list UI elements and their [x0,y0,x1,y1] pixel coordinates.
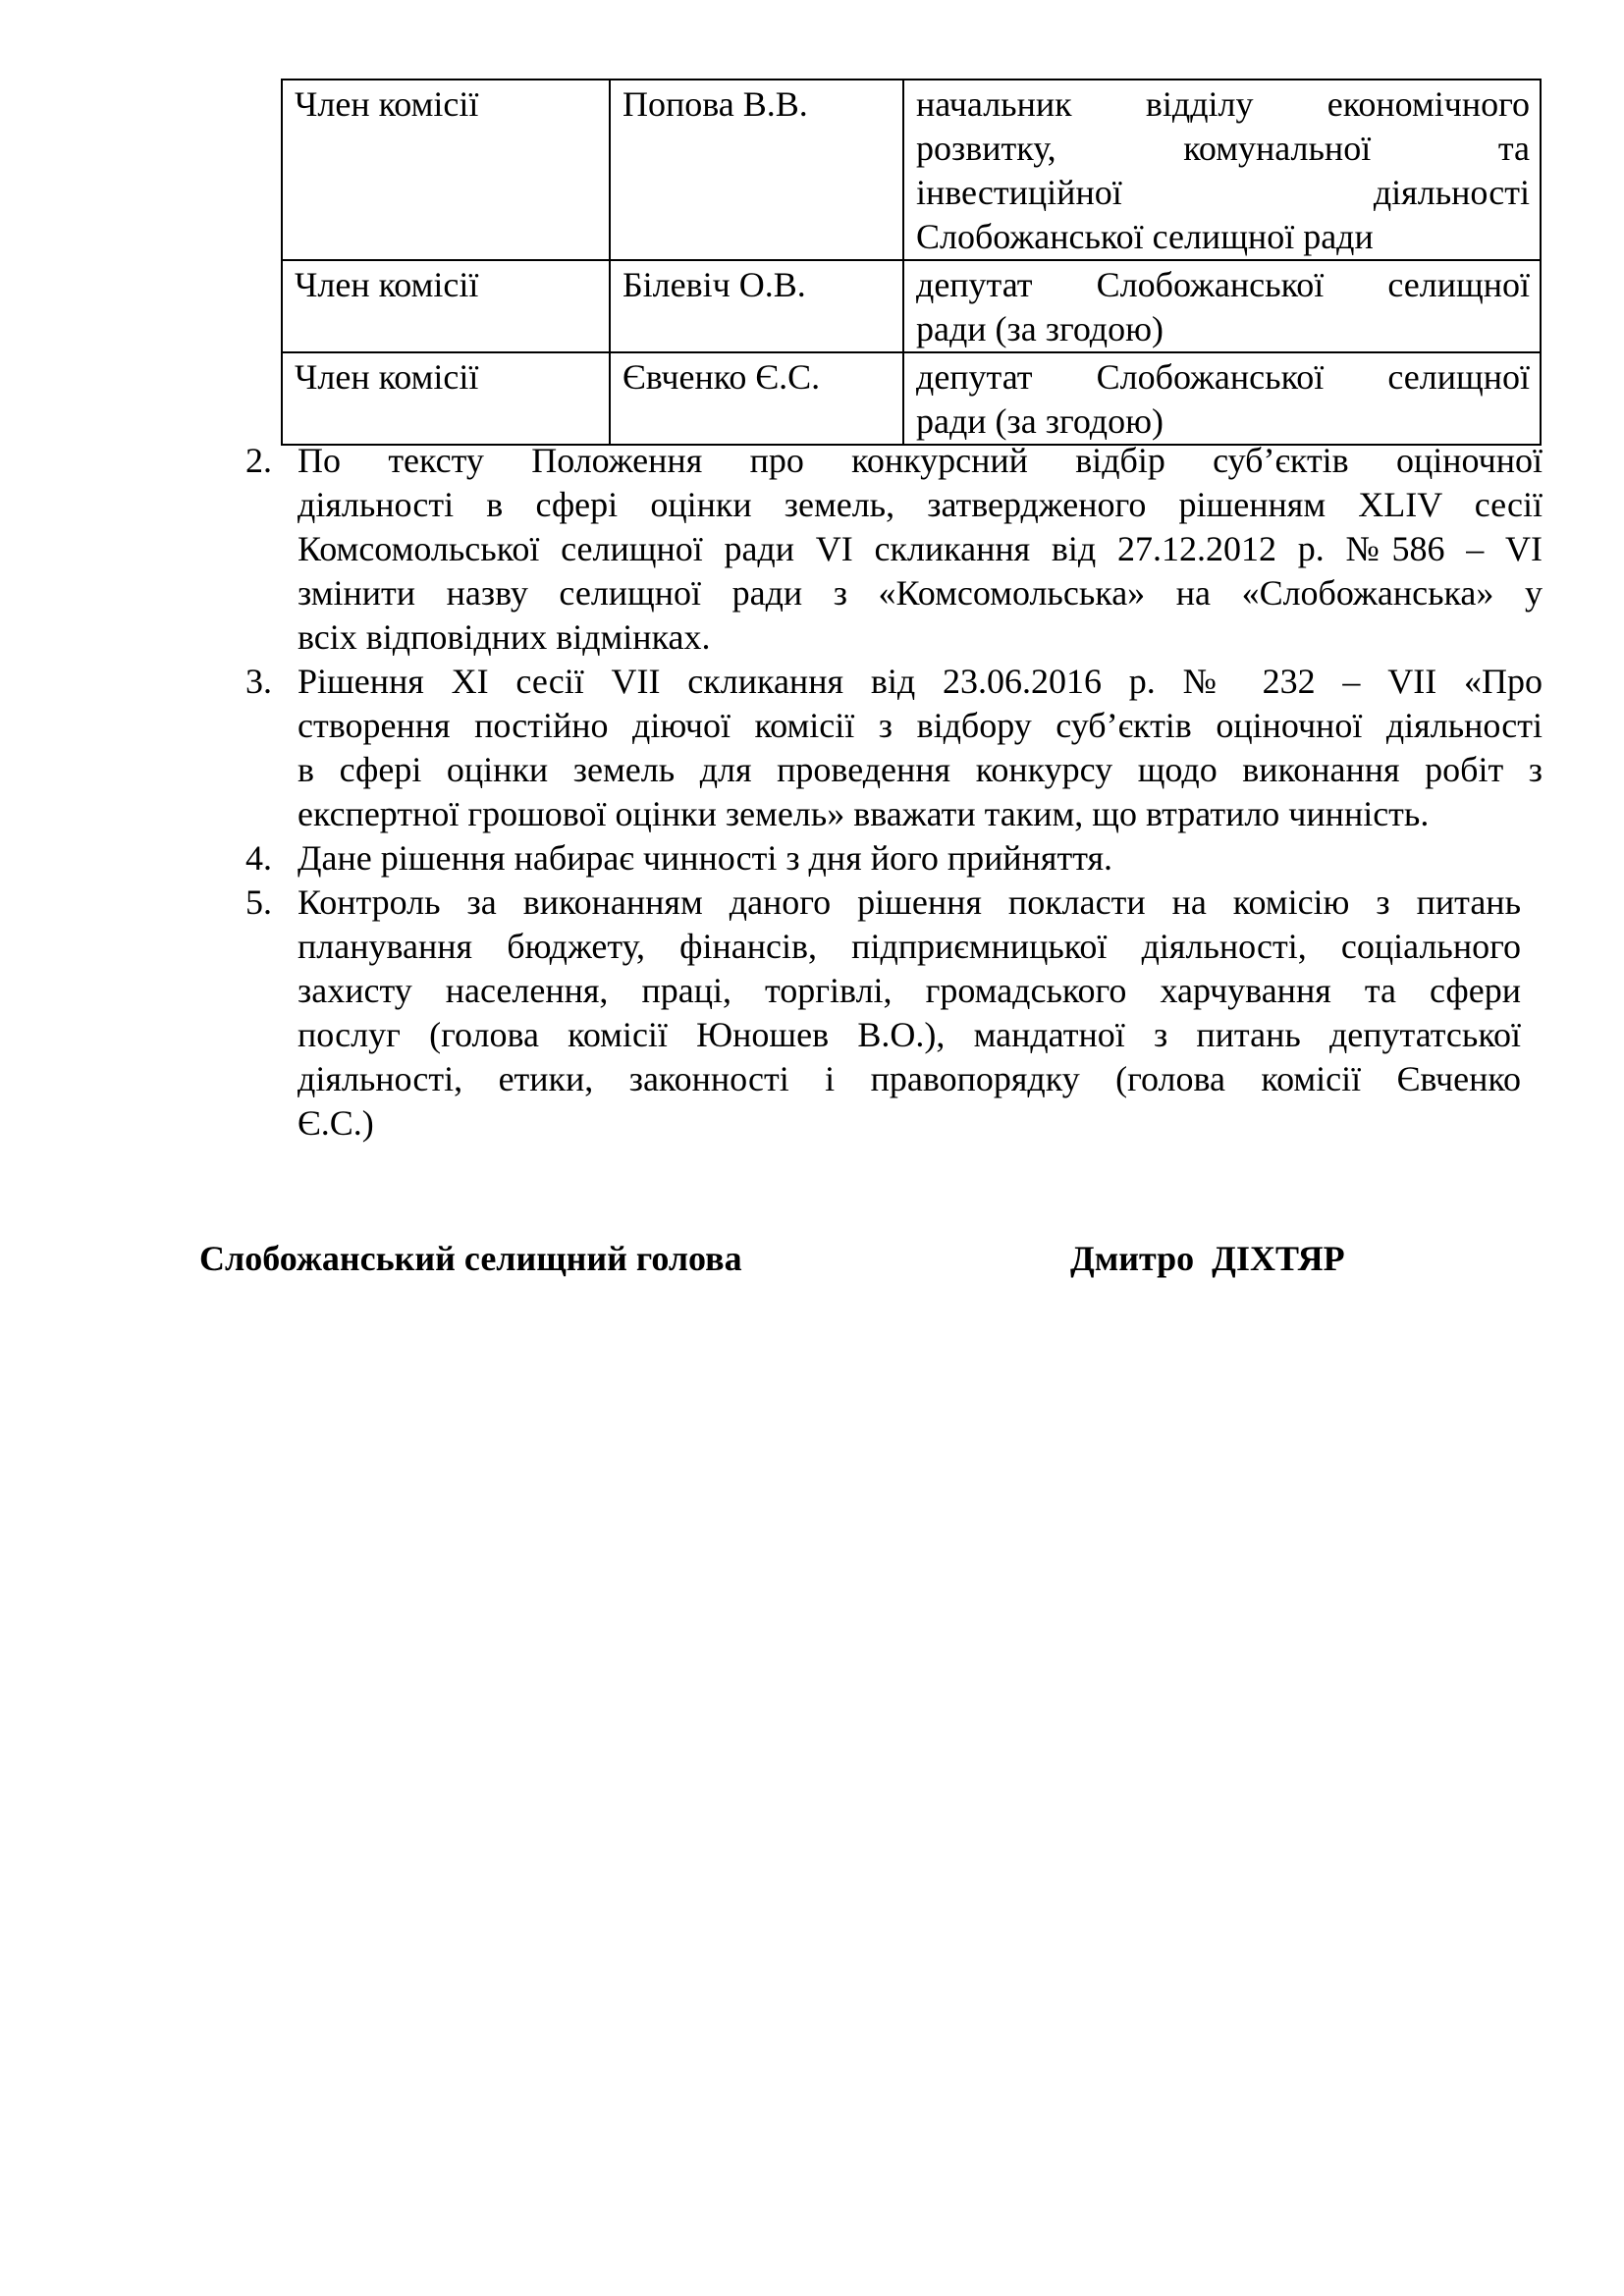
item-number: 5. [245,882,272,922]
position-line: ради (за згодою) [916,401,1164,441]
position-line: ради (за згодою) [916,309,1164,348]
member-position [903,352,1541,445]
item-text-line: Рішення XI сесії VII скликання від 23.06.2016 р. № 232 – VII «Про [298,662,1543,701]
item-text-line: створення постійно діючої комісії з відбору суб’єктів оціночної діяльності [298,706,1543,745]
item-text-line: Дане рішення набирає чинності з дня його прийняття. [298,838,1113,878]
item-text-line: діяльності, етики, законності і правопорядку (голова комісії Євченко [298,1059,1521,1098]
position-line: розвитку, комунальної та [916,129,1530,168]
item-text [298,660,1543,836]
list-item [245,439,1543,660]
member-position [903,260,1541,352]
item-text-line: експертної грошової оцінки земель» вважати таким, що втратило чинність. [298,794,1430,833]
position-line: начальник відділу економічного [916,84,1530,124]
list-item [245,660,1543,836]
list-item [245,836,1543,881]
commission-members-table [281,79,1542,446]
signature-title: Слобожанський селищний голова [199,1239,742,1278]
item-text [298,881,1543,1146]
position-line: інвестиційної діяльності [916,173,1530,212]
member-role: Член комісії [282,80,610,260]
item-text-line: діяльності в сфері оцінки земель, затвердженого рішенням XLIV сесії [298,485,1543,524]
position-line: Слобожанської селищної ради [916,217,1374,256]
item-text-line: планування бюджету, фінансів, підприємницької діяльності, соціального [298,927,1521,966]
table-row [282,260,1541,352]
decision-items-list [245,439,1543,1146]
position-line: депутат Слобожанської селищної [916,357,1530,397]
item-text-line: в сфері оцінки земель для проведення конкурсу щодо виконання робіт з [298,750,1543,789]
item-number: 3. [245,662,272,701]
item-text-line: Є.С.) [298,1103,374,1143]
member-role: Член комісії [282,260,610,352]
item-text [298,439,1543,660]
item-number: 2. [245,441,272,480]
member-position [903,80,1541,260]
item-text-line: Контроль за виконанням даного рішення покласти на комісію з питань [298,882,1521,922]
position-line: депутат Слобожанської селищної [916,265,1530,304]
item-text [298,836,1543,881]
item-text-line: По тексту Положення про конкурсний відбір суб’єктів оціночної [298,441,1543,480]
table-row [282,80,1541,260]
member-name: Попова В.В. [610,80,903,260]
item-text-line: Комсомольської селищної ради VI скликання від 27.12.2012 р. №586 – VI [298,529,1543,568]
item-number: 4. [245,838,272,878]
signature-name: Дмитро ДІХТЯР [1070,1239,1345,1278]
member-name: Євченко Є.С. [610,352,903,445]
item-text-line: послуг (голова комісії Юношев В.О.), мандатної з питань депутатської [298,1015,1521,1054]
item-text-line: змінити назву селищної ради з «Комсомольська» на «Слобожанська» у [298,573,1543,613]
member-role: Член комісії [282,352,610,445]
item-text-line: всіх відповідних відмінках. [298,617,711,657]
member-name: Білевіч О.В. [610,260,903,352]
item-text-line: захисту населення, праці, торгівлі, громадського харчування та сфери [298,971,1521,1010]
table-row [282,352,1541,445]
list-item [245,881,1543,1146]
